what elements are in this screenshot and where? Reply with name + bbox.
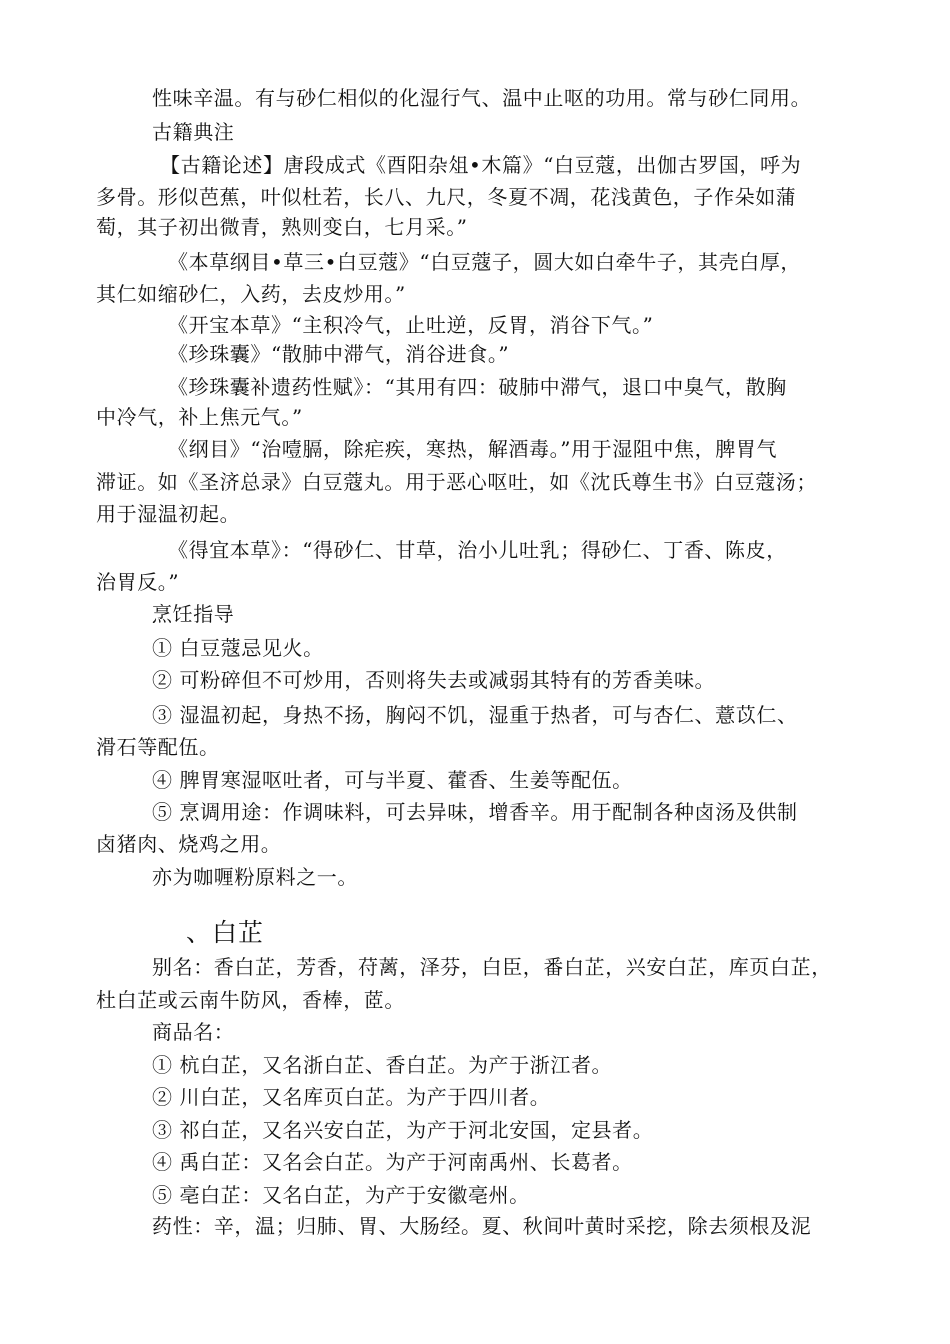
list-item: ④ 禹白芷：又名会白芷。为产于河南禹州、长葛者。 bbox=[152, 1150, 633, 1174]
list-item: ② 川白芷，又名库页白芷。为产于四川者。 bbox=[152, 1085, 551, 1109]
text-line: 亦为咖喱粉原料之一。 bbox=[152, 865, 358, 889]
text-line: 《本草纲目•草三•白豆蔻》“白豆蔻子，圆大如白牵牛子，其壳白厚， bbox=[168, 250, 802, 274]
list-item: ③ 祁白芷，又名兴安白芷，为产于河北安国，定县者。 bbox=[152, 1118, 654, 1142]
section-title-baizhi: 、白芷 bbox=[186, 918, 265, 947]
section-heading-trade-names: 商品名： bbox=[152, 1020, 235, 1044]
section-heading-cooking-guide: 烹饪指导 bbox=[152, 602, 235, 626]
text-line: 《得宜本草》：“得砂仁、甘草，治小儿吐乳；得砂仁、丁香、陈皮， bbox=[168, 538, 787, 562]
text-line: 【古籍论述】唐段成式《酉阳杂俎•木篇》“白豆蔻，出伽古罗国，呼为 bbox=[160, 153, 802, 177]
text-line: 其仁如缩砂仁，入药，去皮炒用。” bbox=[96, 282, 406, 306]
text-line: 《珍珠囊补遗药性赋》：“其用有四：破肺中滞气，退口中臭气，散胸 bbox=[168, 375, 787, 399]
text-line: 杜白芷或云南牛防风，香棒，茝。 bbox=[96, 988, 405, 1012]
section-heading-ancient-notes: 古籍典注 bbox=[152, 120, 235, 144]
text-line: 滞证。如《圣济总录》白豆蔻丸。用于恶心呕吐，如《沈氏尊生书》白豆蔻汤； bbox=[96, 470, 817, 494]
list-item: ⑤ 烹调用途：作调味料，可去异味，增香辛。用于配制各种卤汤及供制 bbox=[152, 800, 798, 824]
text-line: 《开宝本草》“主积冷气，止吐逆，反胃，消谷下气。” bbox=[168, 313, 654, 337]
text-line: 多骨。形似芭蕉，叶似杜若，长八、九尺，冬夏不凋，花浅黄色，子作朵如蒲 bbox=[96, 185, 797, 209]
text-line: 别名：香白芷，芳香，苻蓠，泽芬，白臣，番白芷，兴安白芷，库页白芷， bbox=[152, 955, 832, 979]
list-item: ③ 湿温初起，身热不扬，胸闷不饥，湿重于热者，可与杏仁、薏苡仁、 bbox=[152, 703, 798, 727]
list-item: ④ 脾胃寒湿呕吐者，可与半夏、藿香、生姜等配伍。 bbox=[152, 768, 633, 792]
text-line: 萄，其子初出微青，熟则变白，七月采。” bbox=[96, 215, 468, 239]
list-item: ① 白豆蔻忌见火。 bbox=[152, 636, 324, 660]
text-line: 药性：辛，温；归肺、胃、大肠经。夏、秋间叶黄时采挖，除去须根及泥 bbox=[152, 1214, 812, 1238]
text-line: 性味辛温。有与砂仁相似的化湿行气、温中止呕的功用。常与砂仁同用。 bbox=[152, 86, 812, 110]
text-line: 滑石等配伍。 bbox=[96, 735, 220, 759]
text-line: 《纲目》“治噎膈，除疟疾，寒热，解酒毒。”用于湿阻中焦，脾胃气 bbox=[168, 437, 778, 461]
list-item: ① 杭白芷，又名浙白芷、香白芷。为产于浙江者。 bbox=[152, 1053, 613, 1077]
text-line: 中冷气，补上焦元气。” bbox=[96, 405, 303, 429]
text-line: 治胃反。” bbox=[96, 570, 180, 594]
list-item: ② 可粉碎但不可炒用，否则将失去或减弱其特有的芳香美味。 bbox=[152, 668, 716, 692]
text-line: 卤猪肉、烧鸡之用。 bbox=[96, 832, 282, 856]
text-line: 用于湿温初起。 bbox=[96, 502, 241, 526]
list-item: ⑤ 亳白芷：又名白芷，为产于安徽亳州。 bbox=[152, 1183, 530, 1207]
text-line: 《珍珠囊》“散肺中滞气，消谷进食。” bbox=[168, 342, 510, 366]
